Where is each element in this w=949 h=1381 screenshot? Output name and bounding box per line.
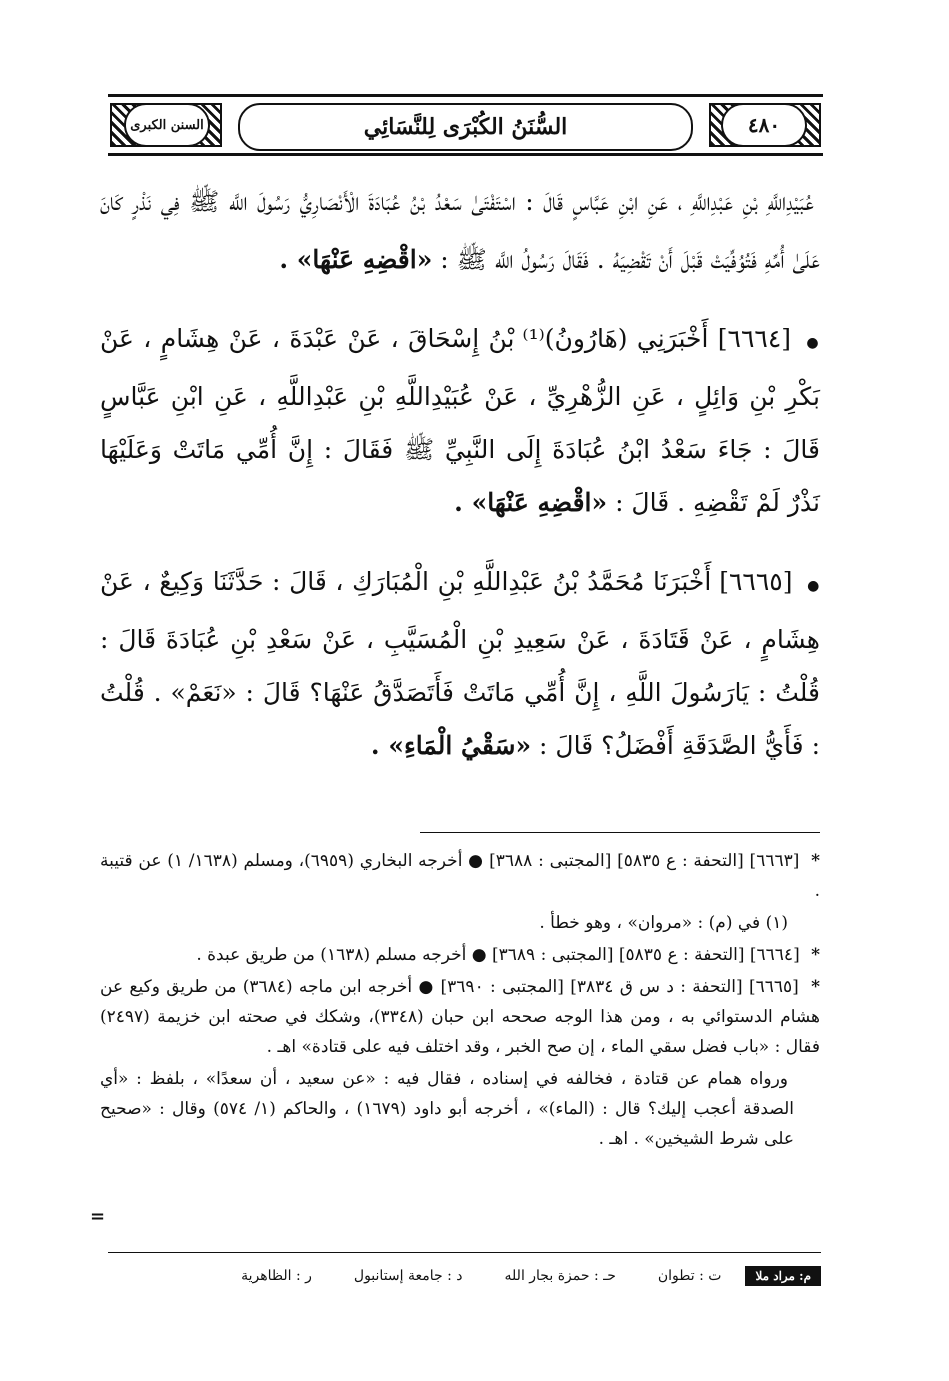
footnote	[100, 846, 820, 906]
star-marker: *	[811, 945, 820, 965]
footer-divider	[108, 1252, 821, 1253]
hadith-quote: «اقْضِهِ عَنْهَا» .	[279, 245, 433, 274]
footnote	[100, 940, 820, 970]
hadith-paragraph	[100, 555, 820, 772]
star-marker: *	[811, 977, 821, 997]
star-marker: *	[811, 851, 821, 871]
footer-badge: م: مراد ملا	[745, 1266, 821, 1286]
footnote-text: ورواه همام عن قتادة ، فخالفه في إسناده ، فقال فيه : «عن سعيد ، أن سعدًا» ، بلفظ : «أي الصدقة أعجب إليك؟ قال : (الماء)» ، أخرجه أبو داود (١٦٧٩) ، والحاكم (١/ ٥٧٤) وقال : «صحيح على شرط الشيخين» . اهـ .	[100, 1069, 794, 1149]
manuscript-key	[108, 1262, 821, 1290]
page-header	[108, 94, 823, 156]
hadith-text: [٦٦٦٤] أَخْبَرَنِي (هَارُونُ)⁽¹⁾ بْنُ إِسْحَاقَ ، عَنْ عَبْدَةَ ، عَنْ هِشَامٍ ، عَنْ بَكْرِ بْنِ وَائِلٍ ، عَنِ الزُّهْرِيِّ ، عَنْ عُبَيْدِاللَّهِ بْنِ عَبْدِاللَّهِ ، عَنِ ابْنِ عَبَّاسٍ قَالَ : جَاءَ سَعْدُ ابْنُ عُبَادَةَ إِلَى النَّبِيِّ ﷺ فَقَالَ : إِنَّ أُمِّي مَاتَتْ وَعَلَيْهَا نَذْرٌ لَمْ تَقْضِهِ . قَالَ :	[100, 324, 820, 517]
hadith-quote: «اقْضِهِ عَنْهَا» .	[454, 488, 608, 517]
hadith-text: عُبَيْدِاللَّهِ بْنِ عَبْدِاللَّهِ ، عَنِ ابْنِ عَبَّاسٍ قَالَ : اسْتَفْتَىٰ سَعْدُ بْنُ عُبَادَةَ الْأَنْصَارِيُّ رَسُولَ اللَّه ﷺ فِي نَذْرٍ كَانَ عَلَىٰ أُمِّهِ فَتُوُفِّيَتْ قَبْلَ أَنْ تَقْضِيَهُ . فَقَالَ رَسُولُ اللَّه ﷺ :	[100, 187, 820, 274]
footnote	[100, 1064, 820, 1154]
book-logo: السنن الكبرى	[124, 103, 210, 147]
manuscript-item: حـ : حمزة بجار الله	[504, 1268, 616, 1284]
hadith-paragraph	[100, 312, 820, 529]
bullet-marker: ●	[807, 578, 820, 594]
footnote	[100, 972, 820, 1062]
bullet-marker: ●	[806, 335, 820, 351]
footnotes	[100, 846, 820, 1156]
footnote-text: [٦٦٦٣] [التحفة : ع ٥٨٣٥] [المجتبى : ٣٦٨٨] ● أخرجه البخاري (٦٩٥٩)، ومسلم (١٦٣٨/ ١) عن قتيبة .	[100, 851, 820, 901]
manuscript-item: د : جامعة إستانبول	[353, 1268, 463, 1284]
manuscript-item: ت : تطوان	[657, 1268, 722, 1284]
manuscript-item: ر : الظاهرية	[241, 1268, 312, 1284]
page-number: ٤٨٠	[721, 103, 807, 147]
hadith-quote: «سَقْيُ الْمَاءِ» .	[370, 731, 532, 760]
footnote	[100, 908, 820, 938]
footnote-separator	[420, 832, 820, 833]
footnote-text: [٦٦٦٤] [التحفة : ع ٥٨٣٥] [المجتبى : ٣٦٨٩] ● أخرجه مسلم (١٦٣٨) من طريق عبدة .	[196, 945, 800, 965]
footnote-text: [٦٦٦٥] [التحفة : د س ق ٣٨٣٤] [المجتبى : ٣٦٩٠] ● أخرجه ابن ماجه (٣٦٨٤) من طريق وكيع عن هشام الدستوائي به ، ومن هذا الوجه صححه ابن حبان (٣٣٤٨)، وشكك في صحته ابن خزيمة (٢٤٩٧) فقال : «باب فضل سقي الماء ، إن صح الخبر ، وقد اختلف فيه على قتادة» اهـ .	[100, 977, 820, 1057]
hadith-text: [٦٦٦٥] أَخْبَرَنَا مُحَمَّدُ بْنُ عَبْدِاللَّهِ بْنِ الْمُبَارَكِ ، قَالَ : حَدَّثَنَا وَكِيعٌ ، عَنْ هِشَامٍ ، عَنْ قَتَادَةَ ، عَنْ سَعِيدِ بْنِ الْمُسَيَّبِ ، عَنْ سَعْدِ بْنِ عُبَادَةَ قَالَ : قُلْتُ : يَارَسُولَ اللَّهِ ، إِنَّ أُمِّي مَاتَتْ فَأَتَصَدَّقُ عَنْهَا؟ قَالَ : «نَعَمْ» . قُلْتُ : فَأَيُّ الصَّدَقَةِ أَفْضَلُ؟ قَالَ :	[100, 567, 820, 760]
main-text	[100, 175, 820, 798]
book-title: السُّنَنُ الكُبْرَى لِلنَّسَائِي	[238, 103, 693, 151]
continuation-mark: =	[90, 1206, 106, 1227]
hadith-paragraph	[100, 175, 820, 286]
footnote-text: (١) في (م) : «مروان» ، وهو خطأ .	[539, 913, 788, 933]
